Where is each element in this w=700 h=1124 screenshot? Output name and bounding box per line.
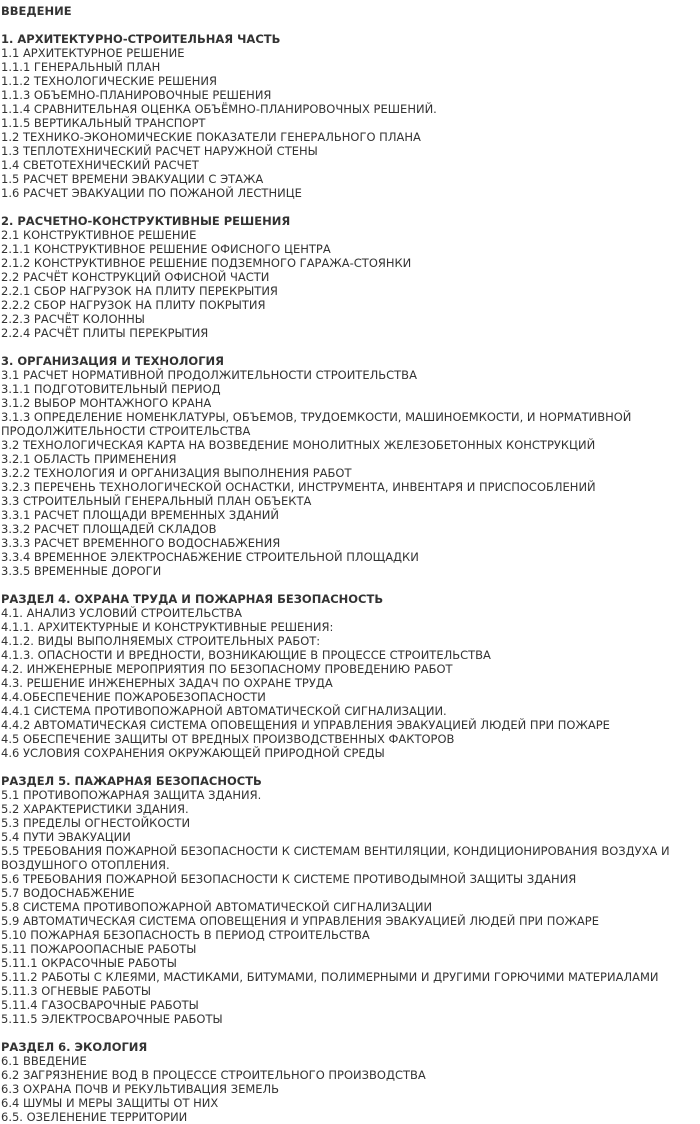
toc-item: 3.1 РАСЧЕТ НОРМАТИВНОЙ ПРОДОЛЖИТЕЛЬНОСТИ СТРОИТЕЛЬСТВА [1, 368, 417, 382]
toc-item: 5.11.1 ОКРАСОЧНЫЕ РАБОТЫ [1, 956, 177, 970]
toc-section [1, 214, 700, 340]
toc-item: 4.6 УСЛОВИЯ СОХРАНЕНИЯ ОКРУЖАЮЩЕЙ ПРИРОДНОЙ СРЕДЫ [1, 746, 385, 760]
toc-item: 5.11.2 РАБОТЫ С КЛЕЯМИ, МАСТИКАМИ, БИТУМАМИ, ПОЛИМЕРНЫМИ И ДРУГИМИ ГОРЮЧИМИ МАТЕРИАЛАМИ [1, 970, 659, 984]
toc-item: 1.6 РАСЧЕТ ЭВАКУАЦИИ ПО ПОЖАНОЙ ЛЕСТНИЦЕ [1, 186, 302, 200]
section-heading: 3. ОРГАНИЗАЦИЯ И ТЕХНОЛОГИЯ [1, 354, 225, 368]
toc-item: 4.1.2. ВИДЫ ВЫПОЛНЯЕМЫХ СТРОИТЕЛЬНЫХ РАБОТ: [1, 634, 321, 648]
toc-item: 4.4.1 СИСТЕМА ПРОТИВОПОЖАРНОЙ АВТОМАТИЧЕСКОЙ СИГНАЛИЗАЦИИ. [1, 704, 447, 718]
toc-section [1, 592, 700, 760]
toc-item: 4.5 ОБЕСПЕЧЕНИЕ ЗАЩИТЫ ОТ ВРЕДНЫХ ПРОИЗВОДСТВЕННЫХ ФАКТОРОВ [1, 732, 455, 746]
toc-item: ВОЗДУШНОГО ОТОПЛЕНИЯ. [1, 858, 170, 872]
toc-section [1, 1040, 700, 1124]
toc-item: 2.2.1 СБОР НАГРУЗОК НА ПЛИТУ ПЕРЕКРЫТИЯ [1, 284, 278, 298]
toc-item: 6.2 ЗАГРЯЗНЕНИЕ ВОД В ПРОЦЕССЕ СТРОИТЕЛЬНОГО ПРОИЗВОДСТВА [1, 1068, 426, 1082]
toc-item: 5.7 ВОДОСНАБЖЕНИЕ [1, 886, 135, 900]
toc-item: 1.5 РАСЧЕТ ВРЕМЕНИ ЭВАКУАЦИИ С ЭТАЖА [1, 172, 264, 186]
toc-section [1, 354, 700, 578]
section-heading: 2. РАСЧЕТНО-КОНСТРУКТИВНЫЕ РЕШЕНИЯ [1, 214, 291, 228]
section-heading: РАЗДЕЛ 6. ЭКОЛОГИЯ [1, 1040, 148, 1054]
toc-section [1, 774, 700, 1026]
toc-item: 6.1 ВВЕДЕНИЕ [1, 1054, 87, 1068]
toc-item: 4.1. АНАЛИЗ УСЛОВИЙ СТРОИТЕЛЬСТВА [1, 606, 243, 620]
toc-item: 5.11.4 ГАЗОСВАРОЧНЫЕ РАБОТЫ [1, 998, 199, 1012]
toc-item: 5.5 ТРЕБОВАНИЯ ПОЖАРНОЙ БЕЗОПАСНОСТИ К СИСТЕМАМ ВЕНТИЛЯЦИИ, КОНДИЦИОНИРОВАНИЯ ВОЗДУХА И [1, 844, 670, 858]
toc-item: 3.3.4 ВРЕМЕННОЕ ЭЛЕКТРОСНАБЖЕНИЕ СТРОИТЕЛЬНОЙ ПЛОЩАДКИ [1, 550, 419, 564]
sections-container [1, 32, 700, 1124]
toc-item: 6.4 ШУМЫ И МЕРЫ ЗАЩИТЫ ОТ НИХ [1, 1096, 219, 1110]
toc-item: 5.2 ХАРАКТЕРИСТИКИ ЗДАНИЯ. [1, 802, 189, 816]
toc-item: 5.11.3 ОГНЕВЫЕ РАБОТЫ [1, 984, 152, 998]
toc-item: 1.3 ТЕПЛОТЕХНИЧЕСКИЙ РАСЧЕТ НАРУЖНОЙ СТЕНЫ [1, 144, 318, 158]
toc-item: 5.3 ПРЕДЕЛЫ ОГНЕСТОЙКОСТИ [1, 816, 191, 830]
toc-item: 5.1 ПРОТИВОПОЖАРНАЯ ЗАЩИТА ЗДАНИЯ. [1, 788, 262, 802]
section-heading: 1. АРХИТЕКТУРНО-СТРОИТЕЛЬНАЯ ЧАСТЬ [1, 32, 281, 46]
toc-item: 3.3.2 РАСЧЕТ ПЛОЩАДЕЙ СКЛАДОВ [1, 522, 217, 536]
toc-item: 3.2.1 ОБЛАСТЬ ПРИМЕНЕНИЯ [1, 452, 177, 466]
intro-heading: ВВЕДЕНИЕ [1, 4, 72, 18]
toc-item: 3.1.3 ОПРЕДЕЛЕНИЕ НОМЕНКЛАТУРЫ, ОБЪЕМОВ, ТРУДОЕМКОСТИ, МАШИНОЕМКОСТИ, И НОРМАТИВНОЙ [1, 410, 632, 424]
toc-item: 5.11 ПОЖАРООПАСНЫЕ РАБОТЫ [1, 942, 197, 956]
toc-item: 1.1 АРХИТЕКТУРНОЕ РЕШЕНИЕ [1, 46, 185, 60]
toc-item: 6.3 ОХРАНА ПОЧВ И РЕКУЛЬТИВАЦИЯ ЗЕМЕЛЬ [1, 1082, 280, 1096]
toc-item: 3.1.1 ПОДГОТОВИТЕЛЬНЫЙ ПЕРИОД [1, 382, 221, 396]
toc-item: ПРОДОЛЖИТЕЛЬНОСТИ СТРОИТЕЛЬСТВА [1, 424, 251, 438]
toc-item: 2.2.4 РАСЧЁТ ПЛИТЫ ПЕРЕКРЫТИЯ [1, 326, 209, 340]
toc-item: 1.1.1 ГЕНЕРАЛЬНЫЙ ПЛАН [1, 60, 161, 74]
toc-item: 3.2.3 ПЕРЕЧЕНЬ ТЕХНОЛОГИЧЕСКОЙ ОСНАСТКИ, ИНСТРУМЕНТА, ИНВЕНТАРЯ И ПРИСПОСОБЛЕНИЙ [1, 480, 596, 494]
toc-item: 3.3.3 РАСЧЕТ ВРЕМЕННОГО ВОДОСНАБЖЕНИЯ [1, 536, 281, 550]
toc-item: 4.3. РЕШЕНИЕ ИНЖЕНЕРНЫХ ЗАДАЧ ПО ОХРАНЕ ТРУДА [1, 676, 333, 690]
toc-item: 3.1.2 ВЫБОР МОНТАЖНОГО КРАНА [1, 396, 212, 410]
toc-item: 5.4 ПУТИ ЭВАКУАЦИИ [1, 830, 131, 844]
toc-item: 3.3 СТРОИТЕЛЬНЫЙ ГЕНЕРАЛЬНЫЙ ПЛАН ОБЪЕКТА [1, 494, 312, 508]
toc-item: 1.1.5 ВЕРТИКАЛЬНЫЙ ТРАНСПОРТ [1, 116, 206, 130]
toc-item: 5.10 ПОЖАРНАЯ БЕЗОПАСНОСТЬ В ПЕРИОД СТРОИТЕЛЬСТВА [1, 928, 370, 942]
toc-item: 3.3.5 ВРЕМЕННЫЕ ДОРОГИ [1, 564, 162, 578]
section-heading: РАЗДЕЛ 4. ОХРАНА ТРУДА И ПОЖАРНАЯ БЕЗОПАСНОСТЬ [1, 592, 384, 606]
toc-section [1, 32, 700, 200]
toc-item: 5.8 СИСТЕМА ПРОТИВОПОЖАРНОЙ АВТОМАТИЧЕСКОЙ СИГНАЛИЗАЦИИ [1, 900, 433, 914]
toc-item: 4.1.3. ОПАСНОСТИ И ВРЕДНОСТИ, ВОЗНИКАЮЩИЕ В ПРОЦЕССЕ СТРОИТЕЛЬСТВА [1, 648, 491, 662]
toc-item: 2.1.1 КОНСТРУКТИВНОЕ РЕШЕНИЕ ОФИСНОГО ЦЕНТРА [1, 242, 331, 256]
toc-item: 6.5. ОЗЕЛЕНЕНИЕ ТЕРРИТОРИИ [1, 1110, 188, 1124]
toc-item: 1.1.3 ОБЪЕМНО-ПЛАНИРОВОЧНЫЕ РЕШЕНИЯ [1, 88, 272, 102]
toc-item: 1.2 ТЕХНИКО-ЭКОНОМИЧЕСКИЕ ПОКАЗАТЕЛИ ГЕНЕРАЛЬНОГО ПЛАНА [1, 130, 421, 144]
toc-item: 3.3.1 РАСЧЕТ ПЛОЩАДИ ВРЕМЕННЫХ ЗДАНИЙ [1, 508, 279, 522]
toc-item: 2.1 КОНСТРУКТИВНОЕ РЕШЕНИЕ [1, 228, 197, 242]
toc-item: 3.2.2 ТЕХНОЛОГИЯ И ОРГАНИЗАЦИЯ ВЫПОЛНЕНИЯ РАБОТ [1, 466, 352, 480]
toc-item: 2.1.2 КОНСТРУКТИВНОЕ РЕШЕНИЕ ПОДЗЕМНОГО ГАРАЖА-СТОЯНКИ [1, 256, 412, 270]
toc-item: 4.4.ОБЕСПЕЧЕНИЕ ПОЖАРОБЕЗОПАСНОСТИ [1, 690, 266, 704]
toc-item: 1.4 СВЕТОТЕХНИЧЕСКИЙ РАСЧЕТ [1, 158, 199, 172]
toc-item: 4.4.2 АВТОМАТИЧЕСКАЯ СИСТЕМА ОПОВЕЩЕНИЯ И УПРАВЛЕНИЯ ЭВАКУАЦИЕЙ ЛЮДЕЙ ПРИ ПОЖАРЕ [1, 718, 610, 732]
toc-item: 1.1.2 ТЕХНОЛОГИЧЕСКИЕ РЕШЕНИЯ [1, 74, 217, 88]
toc-item: 2.2.2 СБОР НАГРУЗОК НА ПЛИТУ ПОКРЫТИЯ [1, 298, 266, 312]
toc-item: 3.2 ТЕХНОЛОГИЧЕСКАЯ КАРТА НА ВОЗВЕДЕНИЕ МОНОЛИТНЫХ ЖЕЛЕЗОБЕТОННЫХ КОНСТРУКЦИЙ [1, 438, 596, 452]
toc-item: 5.9 АВТОМАТИЧЕСКАЯ СИСТЕМА ОПОВЕЩЕНИЯ И УПРАВЛЕНИЯ ЭВАКУАЦИЕЙ ЛЮДЕЙ ПРИ ПОЖАРЕ [1, 914, 599, 928]
section-heading: РАЗДЕЛ 5. ПАЖАРНАЯ БЕЗОПАСНОСТЬ [1, 774, 262, 788]
toc-item: 4.2. ИНЖЕНЕРНЫЕ МЕРОПРИЯТИЯ ПО БЕЗОПАСНОМУ ПРОВЕДЕНИЮ РАБОТ [1, 662, 453, 676]
toc-item: 5.6 ТРЕБОВАНИЯ ПОЖАРНОЙ БЕЗОПАСНОСТИ К СИСТЕМЕ ПРОТИВОДЫМНОЙ ЗАЩИТЫ ЗДАНИЯ [1, 872, 577, 886]
toc-item: 1.1.4 СРАВНИТЕЛЬНАЯ ОЦЕНКА ОБЪЁМНО-ПЛАНИРОВОЧНЫХ РЕШЕНИЙ. [1, 102, 437, 116]
toc-item: 2.2 РАСЧЁТ КОНСТРУКЦИЙ ОФИСНОЙ ЧАСТИ [1, 270, 270, 284]
toc-item: 5.11.5 ЭЛЕКТРОСВАРОЧНЫЕ РАБОТЫ [1, 1012, 223, 1026]
toc-item: 2.2.3 РАСЧЁТ КОЛОННЫ [1, 312, 145, 326]
toc-item: 4.1.1. АРХИТЕКТУРНЫЕ И КОНСТРУКТИВНЫЕ РЕШЕНИЯ: [1, 620, 334, 634]
